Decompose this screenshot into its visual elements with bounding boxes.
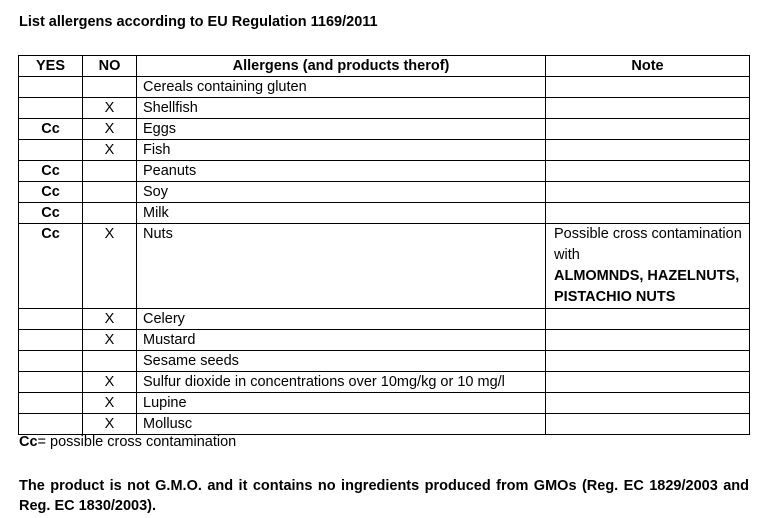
table-row <box>19 224 750 309</box>
cell-allergen: Milk <box>137 203 546 224</box>
table-row <box>19 351 750 372</box>
cell-note <box>546 98 750 119</box>
column-header-no: NO <box>83 56 137 77</box>
table-row <box>19 77 750 98</box>
cell-allergen: Mustard <box>137 330 546 351</box>
column-header-note: Note <box>546 56 750 77</box>
table-row <box>19 309 750 330</box>
cell-allergen: Celery <box>137 309 546 330</box>
cell-no: X <box>83 98 137 119</box>
cell-no <box>83 203 137 224</box>
cell-note <box>546 351 750 372</box>
table-row <box>19 182 750 203</box>
cell-no <box>83 351 137 372</box>
cell-no <box>83 77 137 98</box>
cell-no: X <box>83 414 137 435</box>
cell-note <box>546 224 750 309</box>
table-row <box>19 140 750 161</box>
table-row <box>19 98 750 119</box>
cell-note <box>546 203 750 224</box>
cell-allergen: Sulfur dioxide in concentrations over 10mg/kg or 10 mg/l <box>137 372 546 393</box>
table-row <box>19 161 750 182</box>
cell-allergen: Cereals containing gluten <box>137 77 546 98</box>
cell-note <box>546 309 750 330</box>
column-header-yes: YES <box>19 56 83 77</box>
table-row <box>19 119 750 140</box>
cell-yes: Cc <box>19 224 83 309</box>
cell-allergen: Fish <box>137 140 546 161</box>
cell-no: X <box>83 393 137 414</box>
cell-note <box>546 393 750 414</box>
note-text: Possible cross contamination with <box>554 226 742 263</box>
cell-note <box>546 372 750 393</box>
cell-allergen: Mollusc <box>137 414 546 435</box>
cell-no: X <box>83 119 137 140</box>
cell-yes <box>19 309 83 330</box>
table-header-row <box>19 56 750 77</box>
cell-yes <box>19 393 83 414</box>
cell-no: X <box>83 224 137 309</box>
document-heading: List allergens according to EU Regulation 1169/2011 <box>19 14 378 30</box>
legend-abbreviation: Cc <box>19 434 38 450</box>
legend <box>19 434 236 450</box>
cell-yes <box>19 98 83 119</box>
cell-yes: Cc <box>19 182 83 203</box>
cell-yes: Cc <box>19 119 83 140</box>
cell-yes <box>19 77 83 98</box>
cell-note <box>546 330 750 351</box>
gmo-statement: The product is not G.M.O. and it contains no ingredients produced from GMOs (Reg. EC 1829/2003 and Reg. EC 1830/2003). <box>19 478 749 514</box>
legend-text: = possible cross contamination <box>37 434 237 450</box>
cell-allergen: Peanuts <box>137 161 546 182</box>
cell-yes <box>19 372 83 393</box>
column-header-allergens: Allergens (and products therof) <box>137 56 546 77</box>
cell-no <box>83 182 137 203</box>
cell-allergen: Lupine <box>137 393 546 414</box>
cell-note <box>546 119 750 140</box>
cell-yes: Cc <box>19 203 83 224</box>
table-row <box>19 414 750 435</box>
cell-no: X <box>83 372 137 393</box>
cell-allergen: Soy <box>137 182 546 203</box>
table-row <box>19 372 750 393</box>
cell-allergen: Shellfish <box>137 98 546 119</box>
note-bold-text: ALMOMNDS, HAZELNUTS, PISTACHIO NUTS <box>554 268 740 305</box>
cell-no: X <box>83 309 137 330</box>
table-row <box>19 393 750 414</box>
cell-note <box>546 182 750 203</box>
cell-yes: Cc <box>19 161 83 182</box>
cell-no: X <box>83 330 137 351</box>
cell-note <box>546 161 750 182</box>
cell-allergen: Nuts <box>137 224 546 309</box>
cell-no <box>83 161 137 182</box>
allergen-table <box>18 55 750 435</box>
table-row <box>19 330 750 351</box>
cell-no: X <box>83 140 137 161</box>
cell-yes <box>19 140 83 161</box>
cell-allergen: Sesame seeds <box>137 351 546 372</box>
table-row <box>19 203 750 224</box>
cell-yes <box>19 330 83 351</box>
cell-allergen: Eggs <box>137 119 546 140</box>
cell-note <box>546 77 750 98</box>
cell-yes <box>19 351 83 372</box>
cell-note <box>546 414 750 435</box>
cell-yes <box>19 414 83 435</box>
cell-note <box>546 140 750 161</box>
